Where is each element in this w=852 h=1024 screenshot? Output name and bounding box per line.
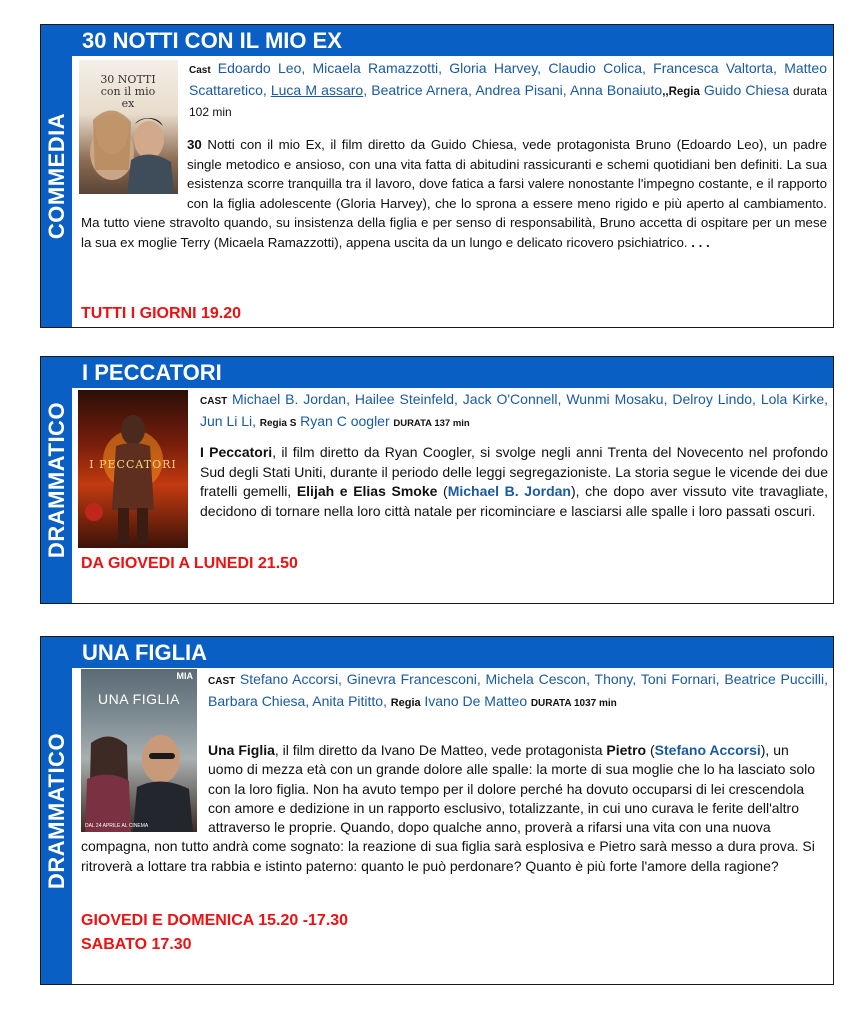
director: Guido Chiesa bbox=[703, 81, 789, 98]
director: Ryan C oogler bbox=[300, 412, 390, 429]
genre-strip bbox=[41, 637, 72, 984]
genre-label: DRAMMATICO bbox=[43, 401, 69, 559]
cast-list: Michael B. Jordan, Hailee Steinfeld, Jack O'Connell, Wunmi Mosaku, Delroy Lindo, Lola Kirke, Jun Li Li, bbox=[200, 391, 829, 429]
showtime: TUTTI I GIORNI 19.20 bbox=[81, 305, 242, 322]
poster-title: UNA FIGLIA bbox=[97, 691, 181, 707]
movie-title: I PECCATORI bbox=[72, 357, 833, 388]
movie-card-3 bbox=[40, 636, 834, 985]
movie-card-1 bbox=[40, 24, 834, 328]
plot-paragraph: 30 Notti con il mio Ex, il film diretto da Guido Chiesa, vede protagonista Bruno (Edoardo Leo), un padre single metodico e ansioso, con una vita fatta di abitudini rassicuranti e schemi quotidiani ben definiti. La sua esistenza scorre tranquilla tra il lavoro, dove fatica a farsi valere nonostante l'impegno costante, e il rapporto con la figlia adolescente (Gloria Harvey), che lo sprona a essere meno rigido e più aperto al cambiamento. Ma tutto viene stravolto quando, su insistenza della figlia e per senso di responsabilità, Bruno accetta di ospitare per un mese la sua ex moglie Terry (Micaela Ramazzotti), appena uscita da un lungo e delicato ricovero psichiatrico. . . . bbox=[81, 137, 827, 250]
genre-strip bbox=[41, 357, 72, 603]
showtime-2: SABATO 17.30 bbox=[81, 936, 192, 953]
cast-list: Stefano Accorsi, Ginevra Francesconi, Michela Cescon, Thony, Toni Fornari, Beatrice Puccilli, Barbara Chiesa, Anita Pititto, bbox=[208, 671, 828, 709]
genre-label: DRAMMATICO bbox=[43, 732, 69, 889]
duration: durata 102 min bbox=[189, 83, 828, 119]
movie-title: 30 NOTTI CON IL MIO EX bbox=[72, 25, 833, 56]
duration: DURATA 1037 min bbox=[530, 697, 617, 709]
movie-poster bbox=[78, 390, 188, 548]
cast-block: CAST Stefano Accorsi, Ginevra Francesconi, Michela Cescon, Thony, Toni Fornari, Beatrice Puccilli, Barbara Chiesa, Anita Pititto, Regia Ivano De Matteo DURATA 1037 min bbox=[208, 671, 828, 709]
duration: DURATA 137 min bbox=[393, 417, 470, 429]
plot-paragraph: Una Figlia, il film diretto da Ivano De Matteo, vede protagonista Pietro (Stefano Accorsi), un uomo di mezza età con un grande dolore alle spalle: la morte di sua moglie che lo ha lasciato solo con la loro figlia. Non ha avuto tempo per il dolore perché ha dovuto occuparsi di lei crescendola con amore e dedizione in un rapporto esclusivo, totalizzante, in cui uno curava le ferite dell'altro attraverso le proprie. Quando, dopo qualche anno, proverà a rifarsi una vita con una nuova compagna, non tutto andrà come sognato: la reazione di sua figlia sarà esplosiva e Pietro sarà messo a dura prova. Si ritroverà a lottare tra rabbia e istinto paterno: quanto le può perdonare? Quanto è più forte l'amore della ragione? bbox=[81, 742, 816, 874]
movie-card-2 bbox=[40, 356, 834, 604]
genre-label: COMMEDIA bbox=[43, 112, 69, 240]
genre-strip bbox=[41, 25, 72, 327]
poster-title: I PECCATORI bbox=[89, 458, 177, 471]
plot-paragraph: I Peccatori, il film diretto da Ryan Coogler, si svolge negli anni Trenta del Novecento nel profondo Sud degli Stati Uniti, durante il periodo delle leggi segregazioniste. La storia segue le vicende dei due fratelli gemelli, Elijah e Elias Smoke (Michael B. Jordan), che dopo aver vissuto vite travagliate, decidono di tornare nella loro città natale per ricominciare e lasciarsi alle spalle i loro passati oscuri. bbox=[200, 444, 829, 519]
poster-title: 30 NOTTI con il mio ex bbox=[100, 73, 156, 110]
cast-link[interactable]: Luca M assaro bbox=[270, 81, 364, 98]
showtime: DA GIOVEDI A LUNEDI 21.50 bbox=[81, 555, 298, 572]
director: Ivano De Matteo bbox=[424, 692, 528, 709]
cast-block: CAST Michael B. Jordan, Hailee Steinfeld, Jack O'Connell, Wunmi Mosaku, Delroy Lindo, Lola Kirke, Jun Li Li, Regia S Ryan C oogler DURATA 137 min bbox=[200, 391, 829, 429]
cast-block: Cast Edoardo Leo, Micaela Ramazzotti, Gloria Harvey, Claudio Colica, Francesca Valtorta, Matteo Scattaretico, Luca M assaro, Beatrice Arnera, Andrea Pisani, Anna Bonaiuto,,Regia Guido Chiesa durata 102 min bbox=[189, 60, 828, 119]
movie-title: UNA FIGLIA bbox=[72, 637, 833, 668]
poster-release: DAL 24 APRILE AL CINEMA bbox=[85, 823, 149, 829]
poster-top-text: MIA bbox=[176, 671, 193, 681]
cast-list: Edoardo Leo, Micaela Ramazzotti, Gloria Harvey, Claudio Colica, Francesca Valtorta, Matteo Scattaretico, bbox=[189, 60, 827, 98]
showtime-1: GIOVEDI E DOMENICA 15.20 -17.30 bbox=[81, 912, 349, 929]
